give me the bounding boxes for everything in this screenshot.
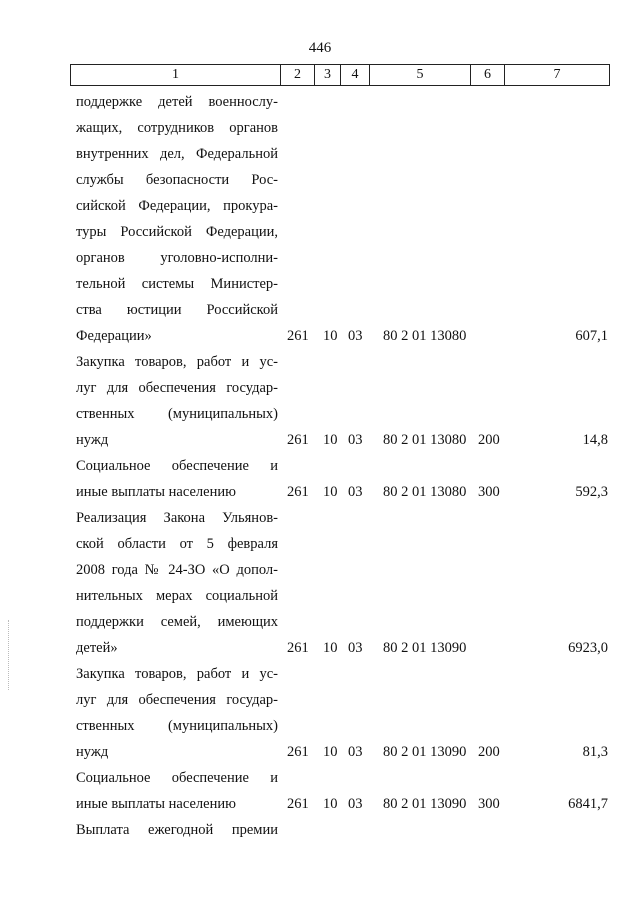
cell-col-5: 80 2 01 13080	[383, 328, 467, 344]
description-line: поддержке детей военнослу-	[76, 94, 278, 110]
row-description	[76, 505, 278, 661]
cell-col-7: 6841,7	[568, 796, 608, 812]
row-description	[76, 765, 278, 817]
description-line: нужд	[76, 432, 109, 448]
description-line: Социальное обеспечение и	[76, 770, 278, 786]
cell-col-4: 03	[348, 796, 363, 812]
row-description	[76, 349, 278, 453]
cell-col-3: 10	[323, 640, 338, 656]
description-line: ской области от 5 февраля	[76, 536, 278, 552]
cell-col-4: 03	[348, 484, 363, 500]
description-line: внутренних дел, Федеральной	[76, 146, 278, 162]
cell-col-7: 81,3	[582, 744, 608, 760]
cell-col-3: 10	[323, 328, 338, 344]
cell-col-6: 300	[478, 796, 500, 812]
header-col-4: 4	[341, 65, 370, 86]
cell-col-4: 03	[348, 640, 363, 656]
cell-col-4: 03	[348, 328, 363, 344]
scan-margin-marks	[8, 620, 13, 690]
cell-col-7: 14,8	[582, 432, 608, 448]
description-line: иные выплаты населению	[76, 484, 236, 500]
cell-col-3: 10	[323, 744, 338, 760]
cell-col-2: 261	[287, 640, 309, 656]
cell-col-5: 80 2 01 13090	[383, 796, 467, 812]
cell-col-3: 10	[323, 796, 338, 812]
description-line: Закупка товаров, работ и ус-	[76, 666, 278, 682]
table-header	[70, 64, 610, 86]
row-description	[76, 661, 278, 765]
header-col-2: 2	[281, 65, 315, 86]
row-description	[76, 89, 278, 349]
description-line: ственных (муниципальных)	[76, 406, 278, 422]
cell-col-6: 200	[478, 744, 500, 760]
cell-col-4: 03	[348, 744, 363, 760]
description-line: службы безопасности Рос-	[76, 172, 278, 188]
description-line: ственных (муниципальных)	[76, 718, 278, 734]
description-line: луг для обеспечения государ-	[76, 692, 278, 708]
row-description	[76, 817, 278, 843]
cell-col-2: 261	[287, 484, 309, 500]
description-line: сийской Федерации, прокура-	[76, 198, 278, 214]
description-line: луг для обеспечения государ-	[76, 380, 278, 396]
description-line: Реализация Закона Ульянов-	[76, 510, 278, 526]
header-col-7: 7	[505, 65, 610, 86]
cell-col-2: 261	[287, 744, 309, 760]
description-line: Федерации»	[76, 328, 152, 344]
cell-col-2: 261	[287, 328, 309, 344]
cell-col-5: 80 2 01 13080	[383, 432, 467, 448]
cell-col-5: 80 2 01 13080	[383, 484, 467, 500]
page-number: 446	[308, 40, 332, 56]
cell-col-7: 6923,0	[568, 640, 608, 656]
description-line: поддержки семей, имеющих	[76, 614, 278, 630]
description-line: органов уголовно-исполни-	[76, 250, 278, 266]
cell-col-6: 300	[478, 484, 500, 500]
cell-col-2: 261	[287, 796, 309, 812]
cell-col-5: 80 2 01 13090	[383, 640, 467, 656]
description-line: ства юстиции Российской	[76, 302, 278, 318]
header-col-6: 6	[471, 65, 505, 86]
description-line: тельной системы Министер-	[76, 276, 278, 292]
header-col-3: 3	[315, 65, 341, 86]
cell-col-2: 261	[287, 432, 309, 448]
cell-col-5: 80 2 01 13090	[383, 744, 467, 760]
description-line: Социальное обеспечение и	[76, 458, 278, 474]
description-line: Выплата ежегодной премии	[76, 822, 278, 838]
header-col-1: 1	[71, 65, 281, 86]
cell-col-6: 200	[478, 432, 500, 448]
description-line: 2008 года № 24-ЗО «О допол-	[76, 562, 278, 578]
description-line: детей»	[76, 640, 118, 656]
description-line: жащих, сотрудников органов	[76, 120, 278, 136]
description-line: нужд	[76, 744, 109, 760]
cell-col-7: 607,1	[575, 328, 608, 344]
description-line: туры Российской Федерации,	[76, 224, 278, 240]
description-line: Закупка товаров, работ и ус-	[76, 354, 278, 370]
row-description	[76, 453, 278, 505]
description-line: иные выплаты населению	[76, 796, 236, 812]
cell-col-3: 10	[323, 432, 338, 448]
cell-col-4: 03	[348, 432, 363, 448]
description-line: нительных мерах социальной	[76, 588, 278, 604]
cell-col-3: 10	[323, 484, 338, 500]
header-col-5: 5	[370, 65, 471, 86]
cell-col-7: 592,3	[575, 484, 608, 500]
